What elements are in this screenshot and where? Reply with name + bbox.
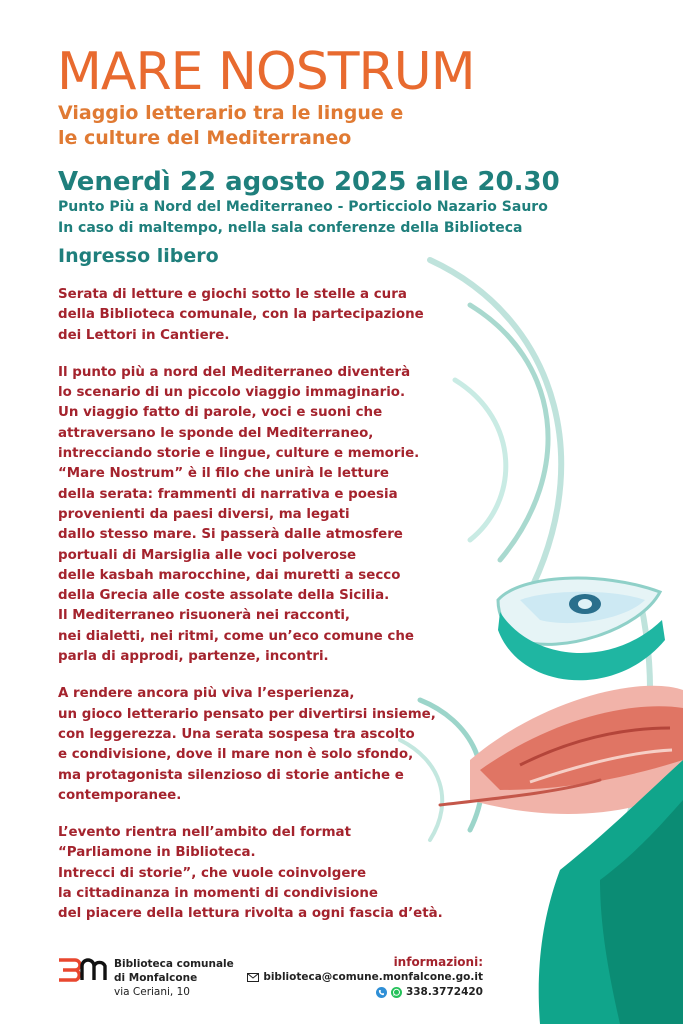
text-line: ma protagonista silenzioso di storie antiche e [58, 767, 404, 783]
text-line: Serata di letture e giochi sotto le stelle a cura [58, 287, 407, 302]
text-line: delle kasbah marocchine, dai muretti a secco [58, 567, 401, 583]
subtitle-line: Viaggio letterario tra le lingue e [58, 102, 404, 124]
text-line: della Biblioteca comunale, con la partecipazione [58, 307, 424, 323]
text-line: “Mare Nostrum” è il filo che unirà le letture [58, 466, 389, 482]
paragraph [58, 684, 498, 806]
text-line: A rendere ancora più viva l’esperienza, [58, 686, 355, 702]
paragraph [58, 823, 498, 924]
library-name-line: di Monfalcone [114, 972, 198, 984]
event-venue [58, 197, 548, 239]
paragraph [58, 285, 498, 346]
whatsapp-icon [391, 987, 402, 998]
library-name-line: Biblioteca comunale [114, 958, 234, 970]
text-line: Intrecci di storie”, che vuole coinvolgere [58, 865, 367, 881]
event-date: Venerdì 22 agosto 2025 alle 20.30 [58, 167, 560, 197]
subtitle-line: le culture del Mediterraneo [58, 127, 352, 149]
phone-row [247, 985, 483, 1000]
text-line: con leggerezza. Una serata sospesa tra ascolto [58, 726, 415, 742]
text-line: Il Mediterraneo risuonerà nei racconti, [58, 608, 351, 624]
text-line: della Grecia alle coste assolate della Sicilia. [58, 588, 390, 604]
text-line: intrecciando storie e lingue, culture e memorie. [58, 446, 420, 462]
text-line: portuali di Marsiglia alle voci polverose [58, 547, 357, 563]
text-line: e condivisione, dove il mare non è solo sfondo, [58, 747, 414, 763]
bm-logo-icon [57, 958, 107, 982]
entry-info: Ingresso libero [58, 245, 219, 267]
text-line: “Parliamone in Biblioteca. [58, 845, 256, 861]
page-title: MARE NOSTRUM [57, 42, 475, 102]
text-line: L’evento rientra nell’ambito del format [58, 825, 351, 841]
text-line: provenienti da paesi diversi, ma legati [58, 506, 350, 522]
text-line: dei Lettori in Cantiere. [58, 327, 230, 343]
text-line: Il punto più a nord del Mediterraneo diventerà [58, 364, 411, 380]
envelope-icon [247, 973, 259, 982]
text-line: contemporanee. [58, 787, 182, 803]
email-link[interactable]: biblioteca@comune.monfalcone.go.it [263, 971, 483, 983]
text-line: Un viaggio fatto di parole, voci e suoni che [58, 405, 383, 421]
phone-number[interactable]: 338.3772420 [405, 986, 483, 998]
phone-icon [376, 987, 387, 998]
venue-line: Punto Più a Nord del Mediterraneo - Porticciolo Nazario Sauro [58, 199, 548, 215]
text-line: dallo stesso mare. Si passerà dalle atmosfere [58, 527, 403, 543]
text-line: della serata: frammenti di narrativa e poesia [58, 486, 398, 502]
text-line: parla di approdi, partenze, incontri. [58, 649, 329, 665]
library-address [114, 957, 234, 999]
library-logo [57, 958, 107, 982]
subtitle [58, 101, 498, 151]
paragraph [58, 363, 498, 667]
text-line: lo scenario di un piccolo viaggio immaginario. [58, 385, 406, 401]
boat-teal [498, 578, 665, 680]
text-line: un gioco letterario pensato per divertirsi insieme, [58, 706, 436, 722]
contact-info [247, 955, 483, 1000]
text-line: attraversano le sponde del Mediterraneo, [58, 425, 374, 441]
venue-line: In caso di maltempo, nella sala conferenze della Biblioteca [58, 220, 523, 236]
text-line: nei dialetti, nei ritmi, come un’eco comune che [58, 628, 414, 644]
text-line: la cittadinanza in momenti di condivisione [58, 886, 378, 902]
event-description [58, 285, 498, 942]
info-heading: informazioni: [393, 955, 483, 969]
text-line: del piacere della lettura rivolta a ogni fascia d’età. [58, 906, 443, 922]
address: via Ceriani, 10 [114, 986, 190, 998]
email-row [247, 970, 483, 985]
